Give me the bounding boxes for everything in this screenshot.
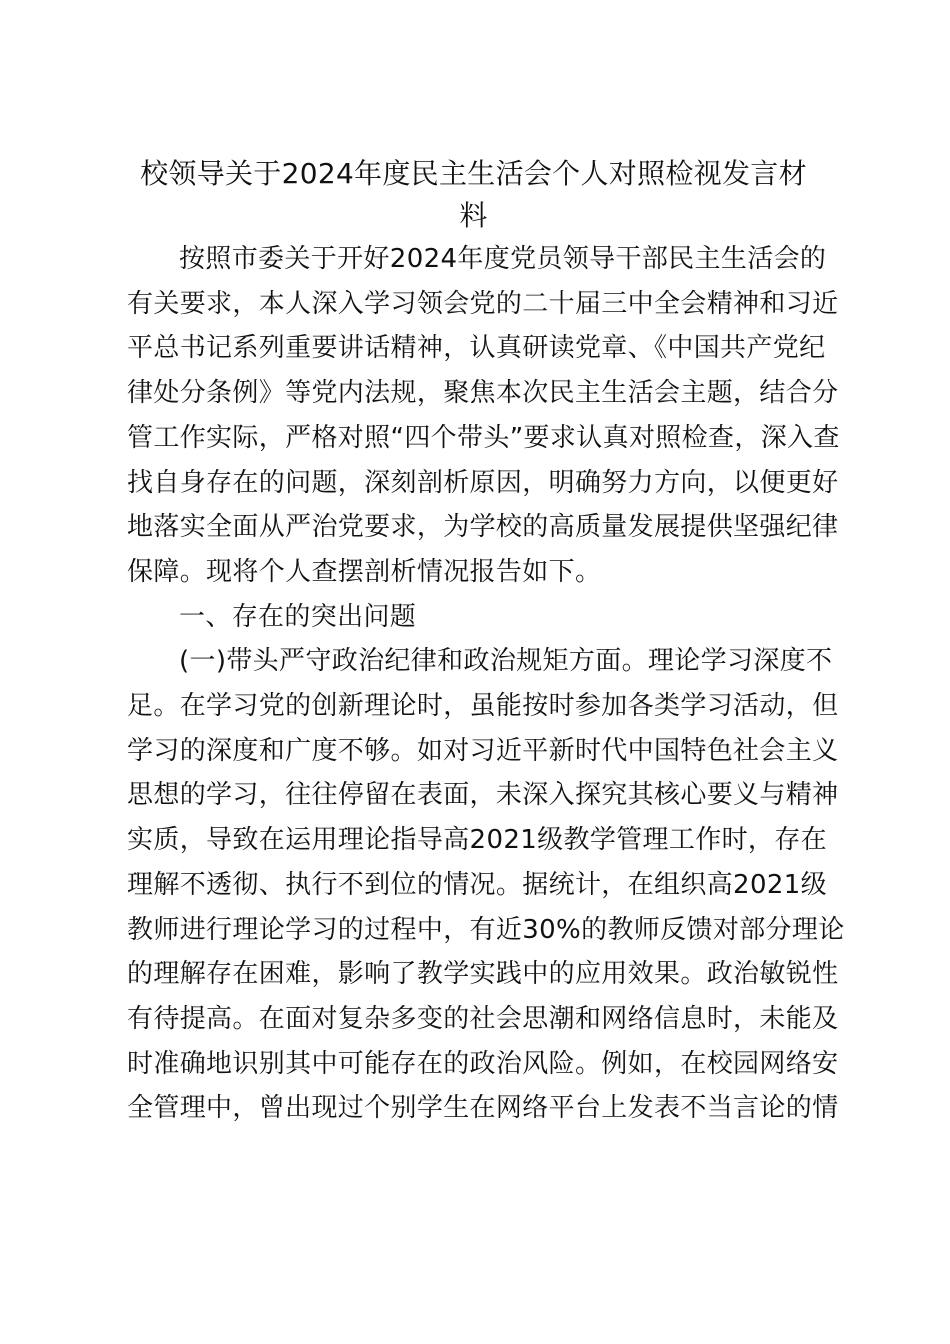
section-line: 理解不透彻、执行不到位的情况。据统计，在组织高2021级 (127, 869, 827, 900)
section-line: 足。在学习党的创新理论时，虽能按时参加各类学习活动，但 (127, 691, 839, 722)
section-line: 全管理中，曾出现过个别学生在网络平台上发表不当言论的情 (127, 1093, 839, 1124)
section-1-paragraph (127, 639, 845, 1131)
document-title-line-2: 料 (459, 199, 488, 232)
section-line: 教师进行理论学习的过程中，有近30%的教师反馈对部分理论 (127, 914, 845, 945)
intro-line: 按照市委关于开好2024年度党员领导干部民主生活会的 (179, 244, 827, 274)
section-line: 有待提高。在面对复杂多变的社会思潮和网络信息时，未能及 (127, 1003, 839, 1034)
document-body (127, 153, 845, 1131)
section-line: 时准确地识别其中可能存在的政治风险。例如，在校园网络安 (127, 1048, 839, 1079)
section-line: (一)带头严守政治纪律和政治规矩方面。理论学习深度不 (179, 646, 833, 677)
section-line: 的理解存在困难，影响了教学实践中的应用效果。政治敏锐性 (127, 959, 839, 990)
section-heading: 一、存在的突出问题 (179, 601, 417, 632)
section-line: 思想的学习，往往停留在表面，未深入探究其核心要义与精神 (127, 780, 839, 811)
intro-line: 律处分条例》等党内法规，聚焦本次民主生活会主题，结合分 (127, 378, 839, 409)
intro-line: 平总书记系列重要讲话精神，认真研读党章、《中国共产党纪 (127, 333, 826, 364)
document-title (127, 153, 820, 237)
intro-line: 地落实全面从严治党要求，为学校的高质量发展提供坚强纪律 (127, 512, 839, 543)
intro-line: 保障。现将个人查摆剖析情况报告如下。 (127, 556, 602, 587)
intro-line: 有关要求，本人深入学习领会党的二十届三中全会精神和习近 (127, 288, 839, 319)
document-title-line-1: 校领导关于2024年度民主生活会个人对照检视发言材 (140, 157, 807, 190)
section-line: 实质，导致在运用理论指导高2021级教学管理工作时，存在 (127, 825, 827, 856)
section-line: 学习的深度和广度不够。如对习近平新时代中国特色社会主义 (127, 735, 839, 766)
intro-paragraph (127, 237, 840, 595)
intro-line: 管工作实际，严格对照“四个带头”要求认真对照检查，深入查 (127, 422, 840, 453)
intro-line: 找自身存在的问题，深刻剖析原因，明确努力方向，以便更好 (127, 467, 839, 498)
